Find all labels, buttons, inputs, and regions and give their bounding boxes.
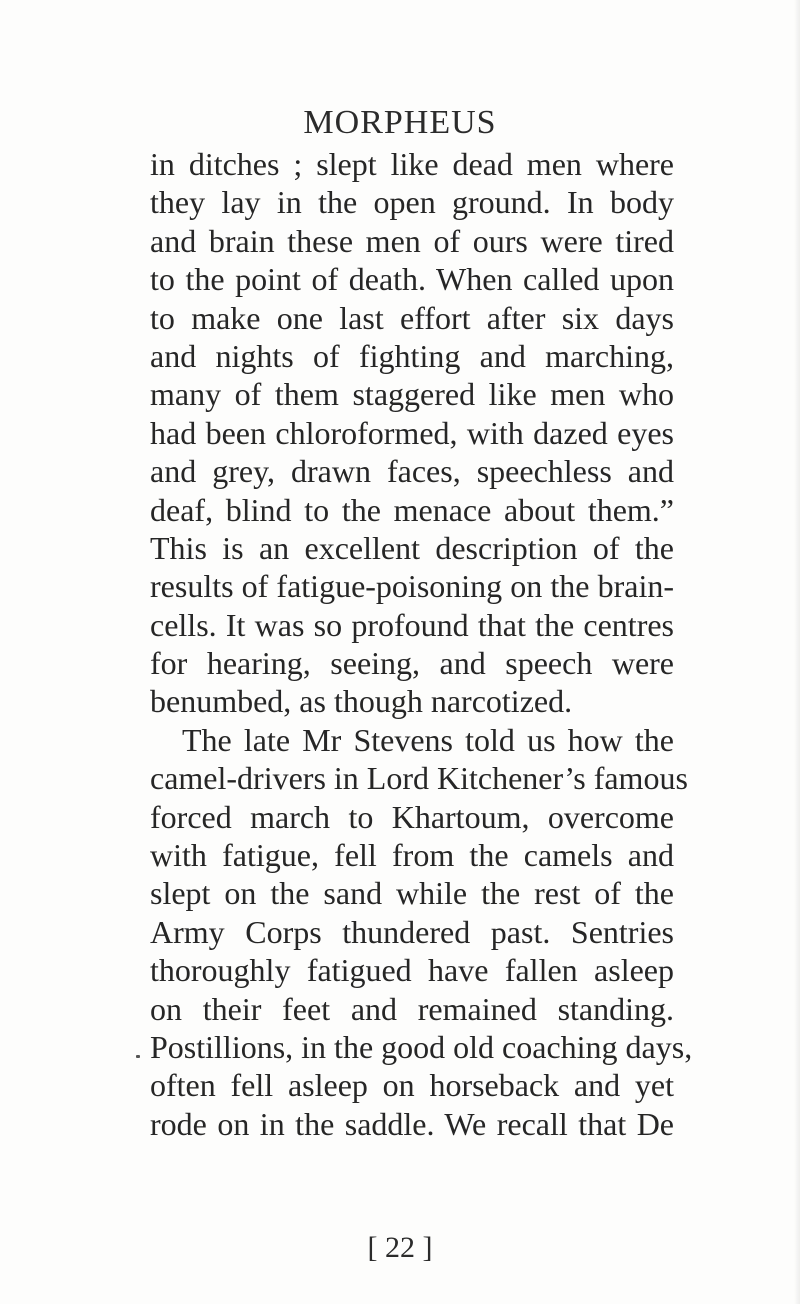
text-line: and grey, drawn faces, speechless and	[150, 453, 674, 490]
page-edge-shadow	[794, 0, 800, 1304]
text-line: slept on the sand while the rest of the	[150, 875, 674, 912]
text-line: deaf, blind to the menace about them.”	[150, 491, 674, 528]
text-line: Postillions, in the good old coaching days,	[150, 1028, 693, 1065]
text-line: had been chloroformed, with dazed eyes	[150, 414, 674, 451]
stray-ink-mark	[136, 1055, 140, 1058]
text-line: on their feet and remained standing.	[150, 990, 674, 1027]
text-line: Army Corps thundered past. Sentries	[150, 913, 674, 950]
text-line-paragraph-start: The late Mr Stevens told us how the	[182, 721, 674, 758]
text-line: many of them staggered like men who	[150, 376, 674, 413]
text-line: in ditches ; slept like dead men where	[150, 146, 674, 182]
text-line: thoroughly fatigued have fallen asleep	[150, 952, 674, 989]
text-line: This is an excellent description of the	[150, 529, 674, 566]
text-line: to make one last effort after six days	[150, 299, 674, 336]
text-line: often fell asleep on horseback and yet	[150, 1067, 674, 1104]
text-line: for hearing, seeing, and speech were	[150, 645, 674, 682]
text-line-paragraph-end: benumbed, as though narcotized.	[150, 683, 573, 720]
text-line: forced march to Khartoum, overcome	[150, 798, 674, 835]
text-line: and brain these men of ours were tired	[150, 222, 674, 259]
text-line: to the point of death. When called upon	[150, 261, 674, 298]
text-line: they lay in the open ground. In body	[150, 184, 674, 221]
running-head: MORPHEUS	[303, 104, 497, 141]
text-line: cells. It was so profound that the centres	[150, 606, 674, 643]
body-text	[150, 145, 693, 1143]
text-line: and nights of fighting and marching,	[150, 337, 674, 374]
text-line: results of fatigue-poisoning on the brain-	[150, 568, 674, 605]
text-line: camel-drivers in Lord Kitchener’s famous	[150, 760, 688, 797]
text-line: rode on in the saddle. We recall that De	[150, 1105, 674, 1142]
page-number: [ 22 ]	[367, 1231, 433, 1264]
text-line: with fatigue, fell from the camels and	[150, 837, 674, 874]
